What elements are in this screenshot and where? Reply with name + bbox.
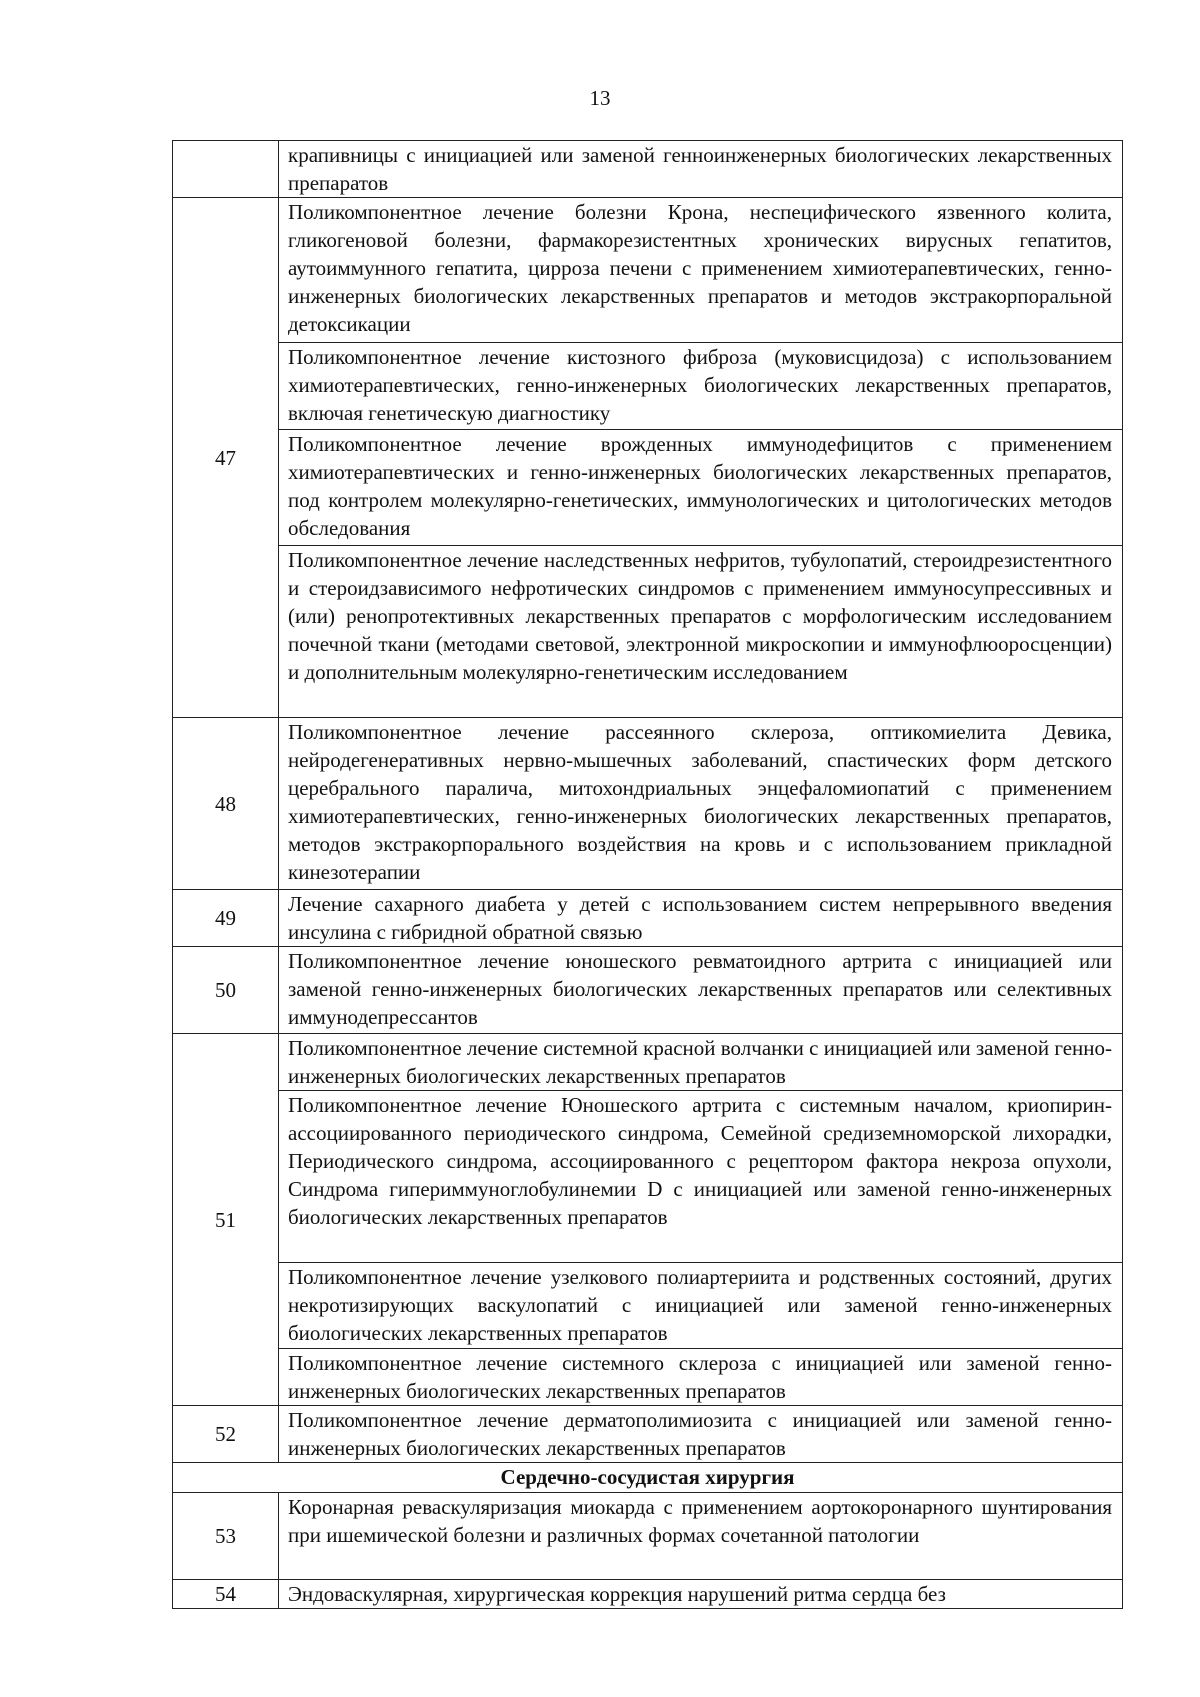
row-number-cell: 52: [173, 1406, 279, 1463]
page-number: 13: [589, 86, 611, 110]
row-number-cell: 49: [173, 890, 279, 947]
table-row: [173, 1406, 1123, 1463]
table-row: [173, 430, 1123, 546]
section-title: Сердечно-сосудистая хирургия: [173, 1463, 1123, 1493]
table-row: [173, 718, 1123, 890]
row-description-cell: Поликомпонентное лечение юношеского ревматоидного артрита с инициацией или заменой генно-инженерных биологических лекарственных препаратов или селективных иммунодепрессантов: [279, 947, 1123, 1034]
row-description-cell: Поликомпонентное лечение наследственных нефритов, тубулопатий, стероидрезистентного и стероидзависимого нефротических синдромов с применением иммуносупрессивных и (или) ренопротективных лекарственных препаратов с морфологическим исследованием почечной ткани (методами световой, электронной микроскопии и иммунофлюоросценции) и дополнительным молекулярно-генетическим исследованием: [279, 546, 1123, 718]
row-description-cell: Лечение сахарного диабета у детей с использованием систем непрерывного введения инсулина с гибридной обратной связью: [279, 890, 1123, 947]
row-description-cell: Поликомпонентное лечение болезни Крона, неспецифического язвенного колита, гликогеновой болезни, фармакорезистентных хронических вирусных гепатитов, аутоиммунного гепатита, цирроза печени с применением химиотерапевтических, генно-инженерных биологических лекарственных препаратов и методов экстракорпоральной детоксикации: [279, 198, 1123, 343]
row-description-cell: Поликомпонентное лечение врожденных иммунодефицитов с применением химиотерапевтических и генно-инженерных биологических лекарственных препаратов, под контролем молекулярно-генетических, иммунологических и цитологических методов обследования: [279, 430, 1123, 546]
table-row: [173, 1493, 1123, 1580]
table-row: [173, 1263, 1123, 1349]
row-description-cell: Поликомпонентное лечение узелкового полиартериита и родственных состояний, других некротизирующих васкулопатий с инициацией или заменой генно-инженерных биологических лекарственных препаратов: [279, 1263, 1123, 1349]
row-description-cell: Эндоваскулярная, хирургическая коррекция нарушений ритма сердца без: [279, 1580, 1123, 1609]
row-description-cell: Поликомпонентное лечение системного склероза с инициацией или заменой генно-инженерных биологических лекарственных препаратов: [279, 1349, 1123, 1406]
table-row: [173, 1091, 1123, 1263]
section-header-row: [173, 1463, 1123, 1493]
row-number-cell: 51: [173, 1034, 279, 1406]
procedures-table: [172, 140, 1123, 1609]
row-number-cell: 54: [173, 1580, 279, 1609]
table-row: [173, 141, 1123, 198]
table-row: [173, 343, 1123, 430]
row-description-cell: Коронарная реваскуляризация миокарда с применением аортокоронарного шунтирования при ишемической болезни и различных формах сочетанной патологии: [279, 1493, 1123, 1580]
table-row: [173, 546, 1123, 718]
table-row: [173, 1034, 1123, 1091]
table-row: [173, 1580, 1123, 1609]
table-row: [173, 947, 1123, 1034]
row-description-cell: Поликомпонентное лечение Юношеского артрита с системным началом, криопирин-ассоциированного периодического синдрома, Семейной средиземноморской лихорадки, Периодического синдрома, ассоциированного с рецептором фактора некроза опухоли, Синдрома гипериммуноглобулинемии D с инициацией или заменой генно-инженерных биологических лекарственных препаратов: [279, 1091, 1123, 1263]
row-description-cell: Поликомпонентное лечение рассеянного склероза, оптикомиелита Девика, нейродегенеративных нервно-мышечных заболеваний, спастических форм детского церебрального паралича, митохондриальных энцефаломиопатий с применением химиотерапевтических, генно-инженерных биологических лекарственных препаратов, методов экстракорпорального воздействия на кровь и с использованием прикладной кинезотерапии: [279, 718, 1123, 890]
row-number-cell: 50: [173, 947, 279, 1034]
row-description-cell: Поликомпонентное лечение дерматополимиозита с инициацией или заменой генно-инженерных биологических лекарственных препаратов: [279, 1406, 1123, 1463]
row-number-cell: 48: [173, 718, 279, 890]
table-row: [173, 1349, 1123, 1406]
row-number-cell: 47: [173, 198, 279, 718]
row-number-cell: 53: [173, 1493, 279, 1580]
row-description-cell: Поликомпонентное лечение кистозного фиброза (муковисцидоза) с использованием химиотерапевтических, генно-инженерных биологических лекарственных препаратов, включая генетическую диагностику: [279, 343, 1123, 430]
row-description-cell: Поликомпонентное лечение системной красной волчанки с инициацией или заменой генно-инженерных биологических лекарственных препаратов: [279, 1034, 1123, 1091]
row-number-cell: [173, 141, 279, 198]
row-description-cell: крапивницы с инициацией или заменой генноинженерных биологических лекарственных препаратов: [279, 141, 1123, 198]
table-row: [173, 198, 1123, 343]
table-row: [173, 890, 1123, 947]
